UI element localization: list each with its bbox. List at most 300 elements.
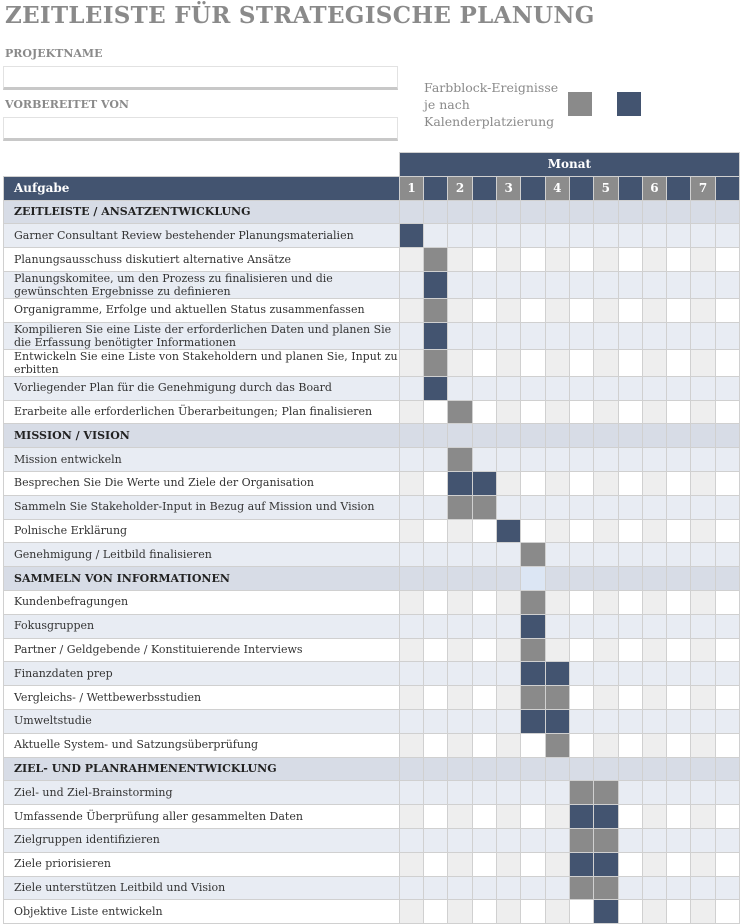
timeline-cell[interactable]: [399, 519, 423, 543]
timeline-block-gray[interactable]: [424, 298, 448, 322]
timeline-cell[interactable]: [618, 448, 642, 472]
timeline-cell[interactable]: [642, 567, 666, 591]
timeline-cell[interactable]: [691, 590, 715, 614]
timeline-cell[interactable]: [545, 376, 569, 400]
timeline-cell[interactable]: [569, 662, 593, 686]
timeline-cell[interactable]: [472, 757, 496, 781]
timeline-cell[interactable]: [642, 200, 666, 224]
timeline-cell[interactable]: [569, 686, 593, 710]
timeline-cell[interactable]: [399, 200, 423, 224]
timeline-cell[interactable]: [399, 900, 423, 924]
timeline-cell[interactable]: [545, 471, 569, 495]
timeline-cell[interactable]: [545, 424, 569, 448]
timeline-cell[interactable]: [642, 876, 666, 900]
timeline-cell[interactable]: [715, 322, 739, 349]
timeline-cell[interactable]: [472, 248, 496, 272]
timeline-cell[interactable]: [424, 200, 448, 224]
timeline-cell[interactable]: [667, 448, 691, 472]
timeline-cell[interactable]: [618, 271, 642, 298]
timeline-cell[interactable]: [691, 471, 715, 495]
timeline-block-dark[interactable]: [497, 519, 521, 543]
timeline-cell[interactable]: [667, 271, 691, 298]
timeline-cell[interactable]: [715, 662, 739, 686]
timeline-cell[interactable]: [691, 876, 715, 900]
timeline-cell[interactable]: [399, 424, 423, 448]
timeline-cell[interactable]: [497, 200, 521, 224]
timeline-cell[interactable]: [569, 376, 593, 400]
timeline-cell[interactable]: [642, 757, 666, 781]
timeline-cell[interactable]: [569, 248, 593, 272]
timeline-cell[interactable]: [667, 543, 691, 567]
timeline-cell[interactable]: [424, 757, 448, 781]
timeline-cell[interactable]: [594, 662, 618, 686]
timeline-cell[interactable]: [715, 248, 739, 272]
timeline-cell[interactable]: [497, 590, 521, 614]
timeline-cell[interactable]: [545, 828, 569, 852]
timeline-cell[interactable]: [715, 448, 739, 472]
timeline-cell[interactable]: [472, 686, 496, 710]
timeline-cell[interactable]: [642, 424, 666, 448]
timeline-cell[interactable]: [691, 900, 715, 924]
timeline-block-dark[interactable]: [399, 224, 423, 248]
timeline-cell[interactable]: [545, 757, 569, 781]
timeline-cell[interactable]: [545, 349, 569, 376]
timeline-cell[interactable]: [521, 349, 545, 376]
timeline-cell[interactable]: [472, 543, 496, 567]
timeline-cell[interactable]: [618, 543, 642, 567]
timeline-cell[interactable]: [594, 733, 618, 757]
timeline-cell[interactable]: [424, 638, 448, 662]
timeline-cell[interactable]: [642, 448, 666, 472]
timeline-cell[interactable]: [569, 424, 593, 448]
timeline-cell[interactable]: [691, 495, 715, 519]
timeline-cell[interactable]: [642, 349, 666, 376]
timeline-cell[interactable]: [521, 448, 545, 472]
timeline-block-dark[interactable]: [594, 852, 618, 876]
timeline-cell[interactable]: [545, 781, 569, 805]
timeline-cell[interactable]: [667, 224, 691, 248]
timeline-cell[interactable]: [594, 543, 618, 567]
timeline-cell[interactable]: [545, 805, 569, 829]
timeline-cell[interactable]: [545, 638, 569, 662]
timeline-cell[interactable]: [521, 852, 545, 876]
timeline-cell[interactable]: [594, 495, 618, 519]
timeline-cell[interactable]: [521, 471, 545, 495]
timeline-cell[interactable]: [667, 614, 691, 638]
timeline-cell[interactable]: [521, 805, 545, 829]
timeline-cell[interactable]: [594, 590, 618, 614]
timeline-cell[interactable]: [497, 271, 521, 298]
timeline-cell[interactable]: [618, 590, 642, 614]
timeline-block-dark[interactable]: [424, 376, 448, 400]
timeline-cell[interactable]: [399, 590, 423, 614]
timeline-cell[interactable]: [497, 781, 521, 805]
timeline-cell[interactable]: [667, 471, 691, 495]
timeline-cell[interactable]: [569, 298, 593, 322]
timeline-cell[interactable]: [618, 662, 642, 686]
timeline-cell[interactable]: [399, 248, 423, 272]
timeline-cell[interactable]: [642, 852, 666, 876]
timeline-cell[interactable]: [715, 686, 739, 710]
timeline-cell[interactable]: [424, 224, 448, 248]
timeline-cell[interactable]: [691, 781, 715, 805]
timeline-cell[interactable]: [472, 662, 496, 686]
timeline-cell[interactable]: [618, 757, 642, 781]
timeline-cell[interactable]: [594, 686, 618, 710]
timeline-cell[interactable]: [399, 322, 423, 349]
timeline-cell[interactable]: [424, 709, 448, 733]
timeline-cell[interactable]: [618, 200, 642, 224]
timeline-cell[interactable]: [424, 686, 448, 710]
timeline-cell[interactable]: [715, 900, 739, 924]
timeline-cell[interactable]: [497, 638, 521, 662]
timeline-cell[interactable]: [618, 424, 642, 448]
project-name-field[interactable]: [3, 66, 398, 90]
timeline-cell[interactable]: [569, 757, 593, 781]
timeline-cell[interactable]: [618, 495, 642, 519]
timeline-block-gray[interactable]: [448, 448, 472, 472]
timeline-cell[interactable]: [399, 828, 423, 852]
timeline-cell[interactable]: [497, 852, 521, 876]
timeline-cell[interactable]: [667, 495, 691, 519]
timeline-cell[interactable]: [667, 638, 691, 662]
timeline-cell[interactable]: [424, 400, 448, 424]
timeline-cell[interactable]: [399, 376, 423, 400]
timeline-cell[interactable]: [545, 200, 569, 224]
timeline-cell[interactable]: [667, 200, 691, 224]
timeline-cell[interactable]: [399, 662, 423, 686]
timeline-cell[interactable]: [448, 322, 472, 349]
timeline-cell[interactable]: [715, 349, 739, 376]
timeline-cell[interactable]: [448, 828, 472, 852]
timeline-cell[interactable]: [594, 298, 618, 322]
timeline-cell[interactable]: [569, 495, 593, 519]
timeline-block-dark[interactable]: [521, 662, 545, 686]
timeline-cell[interactable]: [569, 400, 593, 424]
timeline-cell[interactable]: [545, 590, 569, 614]
timeline-block-gray[interactable]: [521, 590, 545, 614]
timeline-cell[interactable]: [642, 590, 666, 614]
timeline-cell[interactable]: [497, 876, 521, 900]
timeline-cell[interactable]: [424, 567, 448, 591]
timeline-cell[interactable]: [642, 495, 666, 519]
timeline-cell[interactable]: [424, 495, 448, 519]
timeline-cell[interactable]: [545, 543, 569, 567]
timeline-cell[interactable]: [497, 349, 521, 376]
timeline-cell[interactable]: [472, 733, 496, 757]
timeline-cell[interactable]: [424, 471, 448, 495]
timeline-cell[interactable]: [691, 614, 715, 638]
timeline-cell[interactable]: [569, 709, 593, 733]
timeline-cell[interactable]: [691, 224, 715, 248]
timeline-cell[interactable]: [594, 224, 618, 248]
timeline-cell[interactable]: [448, 638, 472, 662]
timeline-block-gray[interactable]: [594, 781, 618, 805]
timeline-block-gray[interactable]: [545, 733, 569, 757]
timeline-cell[interactable]: [448, 224, 472, 248]
timeline-cell[interactable]: [472, 876, 496, 900]
timeline-cell[interactable]: [472, 900, 496, 924]
timeline-cell[interactable]: [569, 900, 593, 924]
timeline-cell[interactable]: [497, 805, 521, 829]
timeline-cell[interactable]: [618, 828, 642, 852]
timeline-cell[interactable]: [618, 686, 642, 710]
timeline-cell[interactable]: [691, 376, 715, 400]
timeline-block-gray[interactable]: [521, 543, 545, 567]
timeline-cell[interactable]: [715, 781, 739, 805]
timeline-cell[interactable]: [618, 400, 642, 424]
timeline-cell[interactable]: [399, 686, 423, 710]
timeline-cell[interactable]: [618, 322, 642, 349]
timeline-cell[interactable]: [399, 543, 423, 567]
timeline-cell[interactable]: [569, 543, 593, 567]
timeline-block-gray[interactable]: [569, 876, 593, 900]
timeline-cell[interactable]: [569, 349, 593, 376]
timeline-block-dark[interactable]: [545, 709, 569, 733]
timeline-block-light[interactable]: [521, 567, 545, 591]
timeline-cell[interactable]: [424, 448, 448, 472]
timeline-cell[interactable]: [594, 448, 618, 472]
timeline-cell[interactable]: [715, 495, 739, 519]
timeline-cell[interactable]: [691, 322, 715, 349]
timeline-cell[interactable]: [618, 471, 642, 495]
timeline-cell[interactable]: [618, 376, 642, 400]
timeline-cell[interactable]: [667, 248, 691, 272]
timeline-cell[interactable]: [715, 400, 739, 424]
timeline-cell[interactable]: [448, 709, 472, 733]
timeline-block-gray[interactable]: [521, 686, 545, 710]
timeline-cell[interactable]: [545, 876, 569, 900]
timeline-cell[interactable]: [472, 349, 496, 376]
timeline-cell[interactable]: [594, 271, 618, 298]
timeline-cell[interactable]: [448, 271, 472, 298]
timeline-cell[interactable]: [715, 876, 739, 900]
timeline-cell[interactable]: [569, 733, 593, 757]
timeline-cell[interactable]: [448, 567, 472, 591]
timeline-cell[interactable]: [691, 662, 715, 686]
timeline-cell[interactable]: [715, 805, 739, 829]
timeline-cell[interactable]: [594, 614, 618, 638]
timeline-cell[interactable]: [521, 733, 545, 757]
timeline-cell[interactable]: [594, 638, 618, 662]
timeline-cell[interactable]: [642, 471, 666, 495]
timeline-cell[interactable]: [399, 876, 423, 900]
timeline-cell[interactable]: [691, 519, 715, 543]
timeline-cell[interactable]: [399, 852, 423, 876]
timeline-cell[interactable]: [667, 781, 691, 805]
timeline-block-gray[interactable]: [569, 828, 593, 852]
timeline-cell[interactable]: [594, 519, 618, 543]
timeline-cell[interactable]: [642, 298, 666, 322]
timeline-cell[interactable]: [667, 733, 691, 757]
timeline-cell[interactable]: [448, 805, 472, 829]
timeline-cell[interactable]: [448, 876, 472, 900]
timeline-block-gray[interactable]: [472, 495, 496, 519]
timeline-cell[interactable]: [424, 614, 448, 638]
timeline-cell[interactable]: [521, 876, 545, 900]
timeline-cell[interactable]: [424, 805, 448, 829]
timeline-cell[interactable]: [691, 733, 715, 757]
timeline-cell[interactable]: [497, 376, 521, 400]
timeline-cell[interactable]: [448, 376, 472, 400]
timeline-cell[interactable]: [472, 322, 496, 349]
timeline-cell[interactable]: [472, 590, 496, 614]
timeline-cell[interactable]: [667, 876, 691, 900]
timeline-cell[interactable]: [448, 757, 472, 781]
timeline-cell[interactable]: [497, 248, 521, 272]
timeline-cell[interactable]: [399, 805, 423, 829]
timeline-cell[interactable]: [497, 828, 521, 852]
timeline-cell[interactable]: [569, 322, 593, 349]
timeline-cell[interactable]: [399, 448, 423, 472]
timeline-cell[interactable]: [448, 248, 472, 272]
timeline-cell[interactable]: [667, 828, 691, 852]
timeline-cell[interactable]: [399, 733, 423, 757]
timeline-cell[interactable]: [545, 322, 569, 349]
timeline-cell[interactable]: [618, 900, 642, 924]
timeline-cell[interactable]: [642, 781, 666, 805]
timeline-cell[interactable]: [569, 471, 593, 495]
timeline-cell[interactable]: [545, 224, 569, 248]
timeline-cell[interactable]: [715, 519, 739, 543]
timeline-cell[interactable]: [521, 298, 545, 322]
timeline-cell[interactable]: [472, 709, 496, 733]
timeline-cell[interactable]: [545, 298, 569, 322]
timeline-cell[interactable]: [448, 298, 472, 322]
timeline-cell[interactable]: [399, 495, 423, 519]
timeline-cell[interactable]: [472, 376, 496, 400]
timeline-cell[interactable]: [618, 638, 642, 662]
timeline-cell[interactable]: [691, 448, 715, 472]
prepared-by-field[interactable]: [3, 117, 398, 141]
timeline-block-gray[interactable]: [448, 400, 472, 424]
timeline-block-gray[interactable]: [569, 781, 593, 805]
timeline-cell[interactable]: [715, 543, 739, 567]
timeline-cell[interactable]: [545, 271, 569, 298]
timeline-cell[interactable]: [521, 376, 545, 400]
timeline-cell[interactable]: [424, 852, 448, 876]
timeline-cell[interactable]: [642, 376, 666, 400]
timeline-block-gray[interactable]: [594, 876, 618, 900]
timeline-cell[interactable]: [472, 448, 496, 472]
timeline-cell[interactable]: [497, 900, 521, 924]
timeline-cell[interactable]: [545, 248, 569, 272]
timeline-cell[interactable]: [618, 248, 642, 272]
timeline-cell[interactable]: [448, 686, 472, 710]
timeline-cell[interactable]: [399, 400, 423, 424]
timeline-cell[interactable]: [691, 852, 715, 876]
timeline-cell[interactable]: [691, 638, 715, 662]
timeline-cell[interactable]: [497, 322, 521, 349]
timeline-block-dark[interactable]: [448, 471, 472, 495]
timeline-cell[interactable]: [448, 519, 472, 543]
timeline-cell[interactable]: [715, 298, 739, 322]
timeline-cell[interactable]: [448, 852, 472, 876]
timeline-cell[interactable]: [569, 567, 593, 591]
timeline-cell[interactable]: [497, 614, 521, 638]
timeline-block-dark[interactable]: [594, 805, 618, 829]
timeline-cell[interactable]: [642, 400, 666, 424]
timeline-cell[interactable]: [618, 852, 642, 876]
timeline-cell[interactable]: [667, 567, 691, 591]
timeline-cell[interactable]: [399, 614, 423, 638]
timeline-cell[interactable]: [667, 349, 691, 376]
timeline-cell[interactable]: [715, 638, 739, 662]
timeline-cell[interactable]: [667, 400, 691, 424]
timeline-cell[interactable]: [642, 900, 666, 924]
timeline-cell[interactable]: [545, 519, 569, 543]
timeline-cell[interactable]: [497, 567, 521, 591]
timeline-block-gray[interactable]: [424, 349, 448, 376]
timeline-cell[interactable]: [472, 271, 496, 298]
timeline-cell[interactable]: [472, 805, 496, 829]
timeline-cell[interactable]: [424, 733, 448, 757]
timeline-cell[interactable]: [618, 567, 642, 591]
timeline-cell[interactable]: [521, 271, 545, 298]
timeline-cell[interactable]: [472, 828, 496, 852]
timeline-cell[interactable]: [642, 686, 666, 710]
timeline-cell[interactable]: [497, 733, 521, 757]
timeline-cell[interactable]: [667, 322, 691, 349]
timeline-cell[interactable]: [472, 567, 496, 591]
timeline-cell[interactable]: [424, 781, 448, 805]
timeline-cell[interactable]: [618, 298, 642, 322]
timeline-cell[interactable]: [545, 900, 569, 924]
timeline-block-dark[interactable]: [594, 900, 618, 924]
timeline-cell[interactable]: [569, 614, 593, 638]
timeline-cell[interactable]: [715, 224, 739, 248]
timeline-cell[interactable]: [424, 519, 448, 543]
timeline-cell[interactable]: [667, 757, 691, 781]
timeline-cell[interactable]: [545, 852, 569, 876]
timeline-cell[interactable]: [594, 322, 618, 349]
timeline-cell[interactable]: [497, 757, 521, 781]
timeline-cell[interactable]: [691, 400, 715, 424]
timeline-cell[interactable]: [448, 349, 472, 376]
timeline-cell[interactable]: [569, 200, 593, 224]
timeline-block-dark[interactable]: [472, 471, 496, 495]
timeline-cell[interactable]: [569, 224, 593, 248]
timeline-cell[interactable]: [497, 298, 521, 322]
timeline-cell[interactable]: [594, 376, 618, 400]
timeline-cell[interactable]: [618, 805, 642, 829]
timeline-block-gray[interactable]: [545, 686, 569, 710]
timeline-cell[interactable]: [497, 224, 521, 248]
timeline-cell[interactable]: [667, 590, 691, 614]
timeline-cell[interactable]: [715, 709, 739, 733]
timeline-block-dark[interactable]: [521, 709, 545, 733]
timeline-cell[interactable]: [667, 376, 691, 400]
timeline-cell[interactable]: [594, 757, 618, 781]
timeline-cell[interactable]: [667, 298, 691, 322]
timeline-cell[interactable]: [399, 471, 423, 495]
timeline-cell[interactable]: [594, 400, 618, 424]
timeline-cell[interactable]: [715, 757, 739, 781]
timeline-cell[interactable]: [497, 709, 521, 733]
timeline-cell[interactable]: [569, 519, 593, 543]
timeline-cell[interactable]: [424, 590, 448, 614]
timeline-cell[interactable]: [642, 828, 666, 852]
timeline-cell[interactable]: [715, 567, 739, 591]
timeline-cell[interactable]: [715, 200, 739, 224]
timeline-cell[interactable]: [642, 519, 666, 543]
timeline-cell[interactable]: [667, 424, 691, 448]
timeline-cell[interactable]: [497, 543, 521, 567]
timeline-cell[interactable]: [497, 662, 521, 686]
timeline-cell[interactable]: [715, 733, 739, 757]
timeline-cell[interactable]: [545, 614, 569, 638]
timeline-cell[interactable]: [399, 638, 423, 662]
